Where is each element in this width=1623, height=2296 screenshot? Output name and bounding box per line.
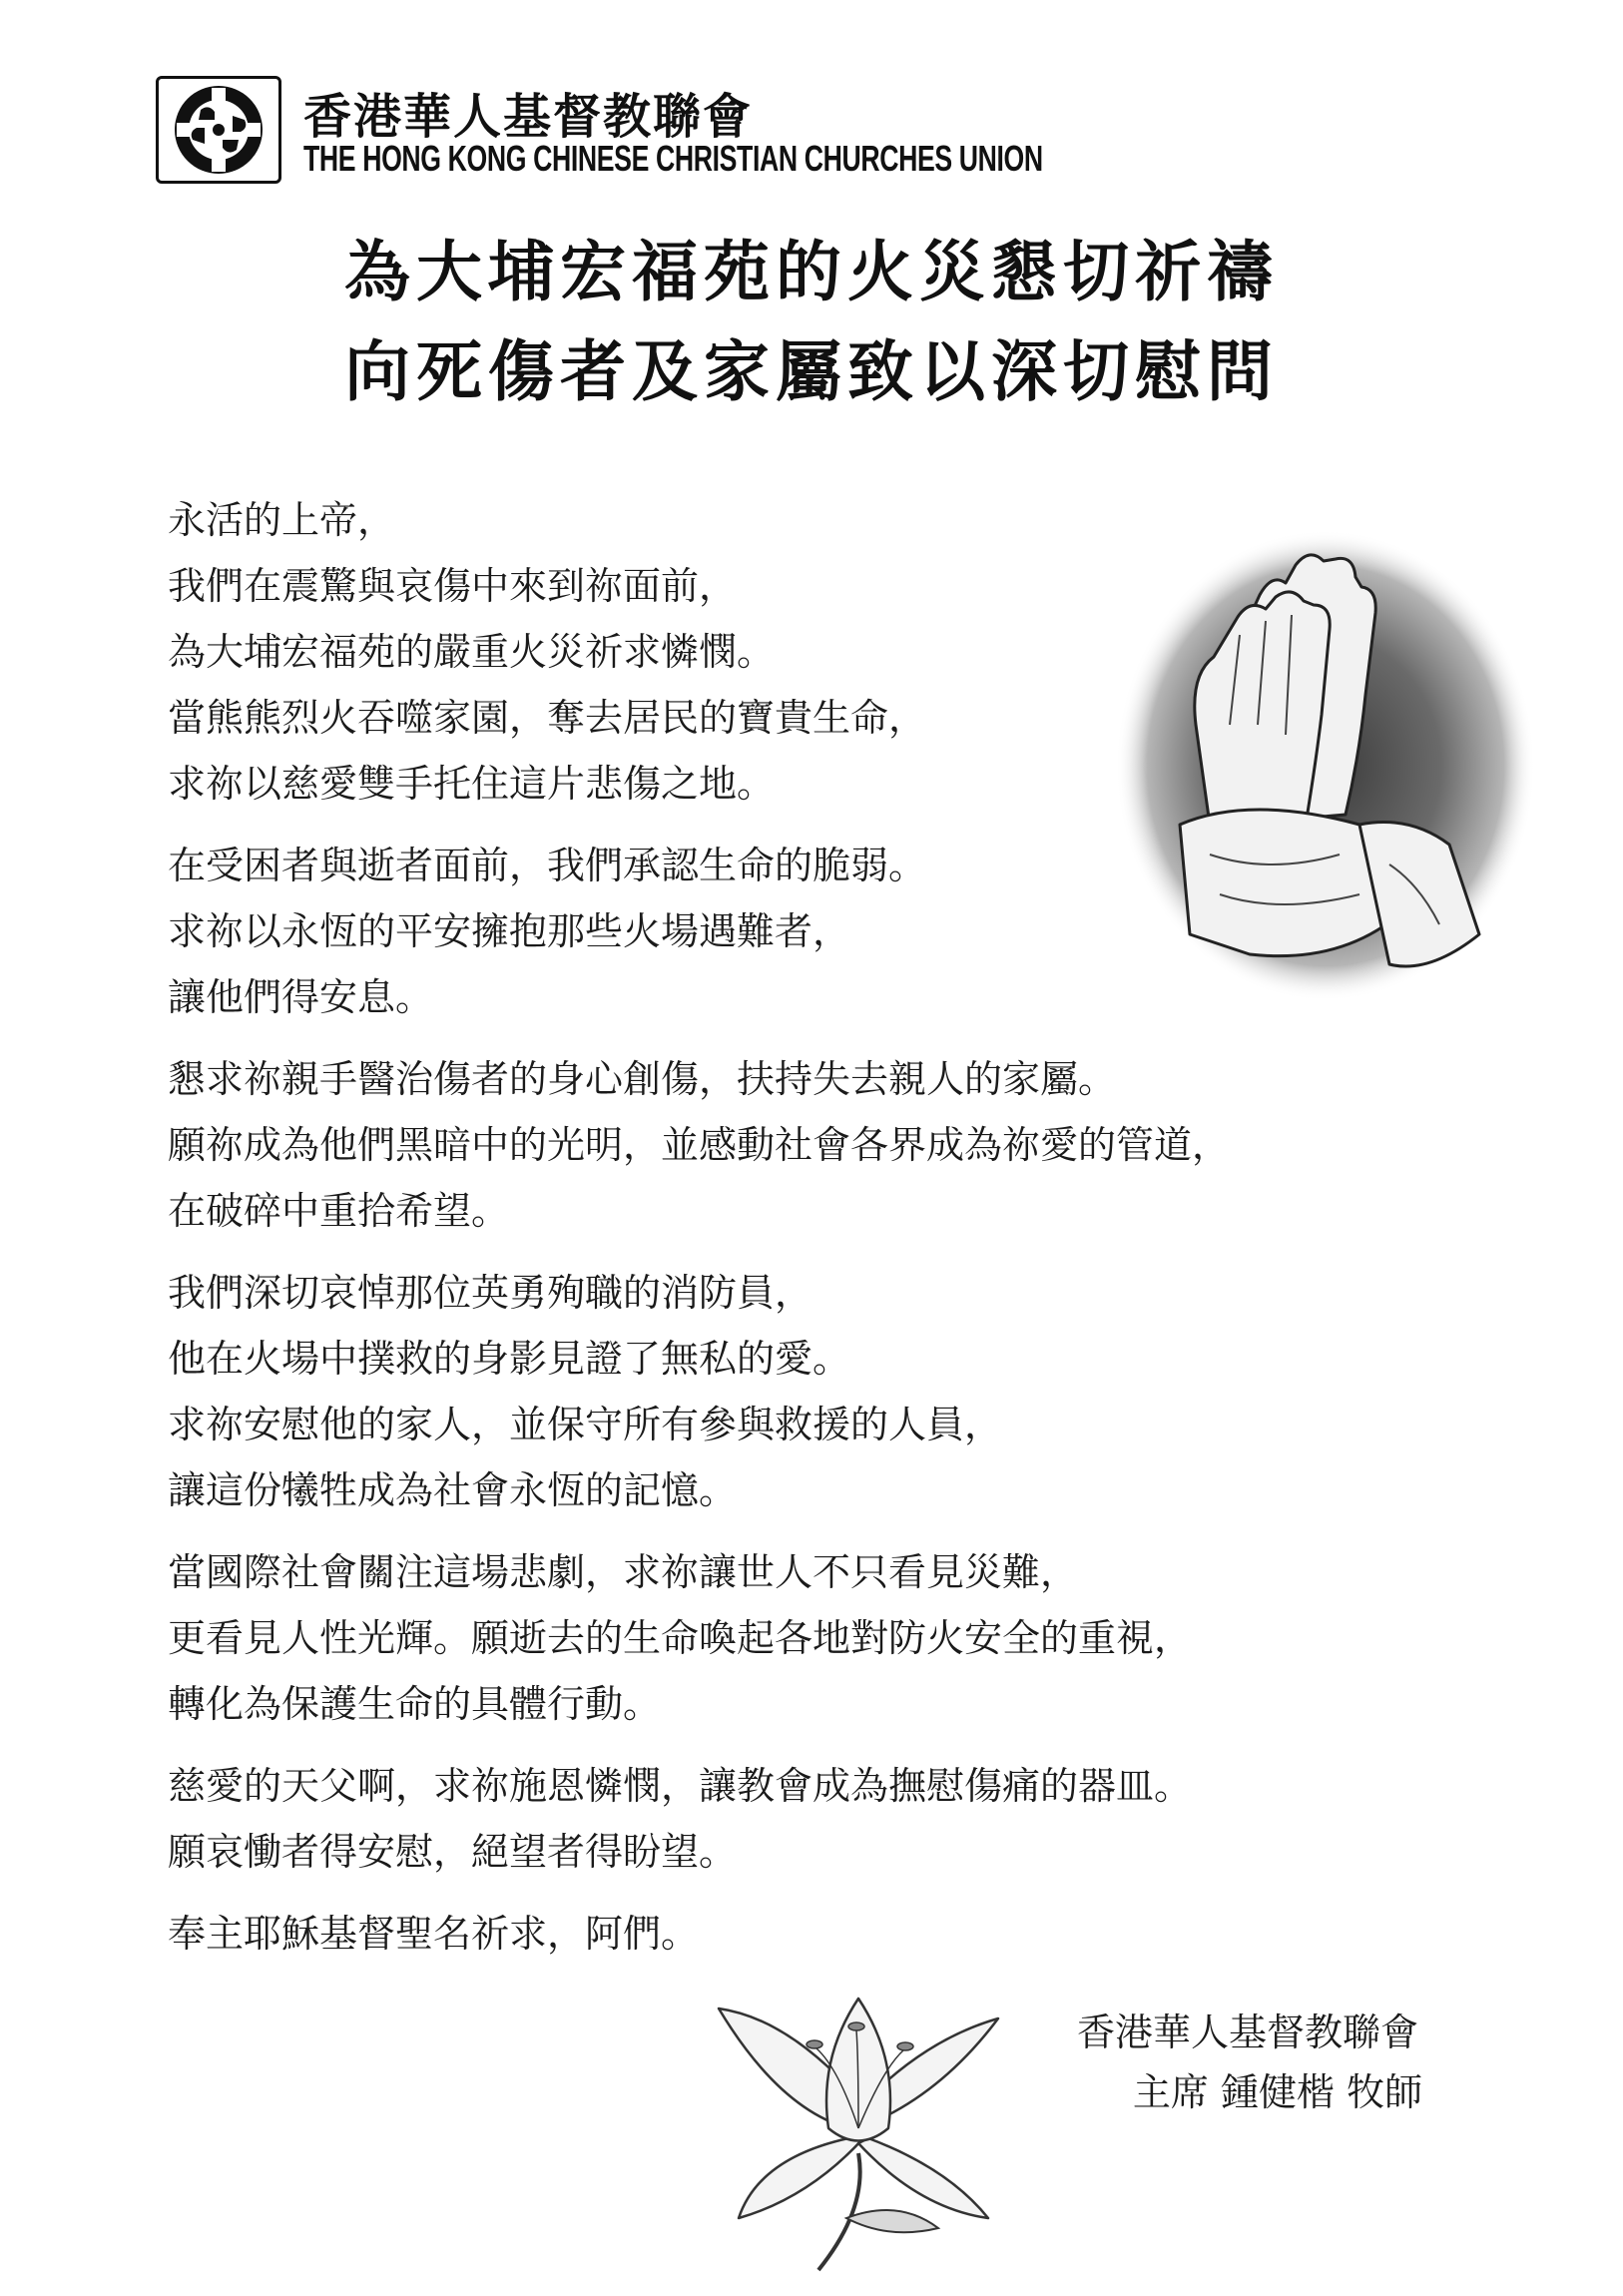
prayer-line: 當熊熊烈火吞噬家園，奪去居民的寶貴生命，: [168, 696, 927, 740]
prayer-line: 讓他們得安息。: [168, 975, 434, 1019]
prayer-line: 願祢成為他們黑暗中的光明，並感動社會各界成為祢愛的管道，: [168, 1123, 1231, 1167]
prayer-line: 懇求祢親手醫治傷者的身心創傷，扶持失去親人的家屬。: [168, 1057, 1117, 1101]
prayer-line: 求祢以永恆的平安擁抱那些火場遇難者，: [168, 909, 851, 953]
prayer-stanza: [168, 1901, 1465, 1967]
page-title: [0, 222, 1623, 421]
hands-circle-logo-icon: [165, 82, 272, 178]
prayer-line: 我們在震驚與哀傷中來到祢面前，: [168, 564, 738, 608]
prayer-stanza: [168, 1753, 1465, 1885]
signature-organization: 香港華人基督教聯會: [1076, 2010, 1418, 2054]
signature-person: 主席 鍾健楷 牧師: [1132, 2070, 1423, 2114]
prayer-text: [168, 487, 1465, 1983]
prayer-line: 轉化為保護生命的具體行動。: [168, 1682, 662, 1726]
organization-name-english: THE HONG KONG CHINESE CHRISTIAN CHURCHES UNION: [303, 138, 1043, 179]
prayer-line: 奉主耶穌基督聖名祈求，阿們。: [168, 1912, 700, 1956]
signature-block: [1038, 2003, 1457, 2122]
prayer-line: 更看見人性光輝。願逝去的生命喚起各地對防火安全的重視，: [168, 1616, 1193, 1660]
prayer-stanza: [168, 833, 1465, 1030]
title-line: 向死傷者及家屬致以深切慰問: [344, 332, 1279, 410]
prayer-line: 在破碎中重拾希望。: [168, 1189, 510, 1233]
prayer-line: 他在火場中撲救的身影見證了無私的愛。: [168, 1337, 851, 1381]
prayer-line: 在受困者與逝者面前，我們承認生命的脆弱。: [168, 844, 927, 887]
prayer-stanza: [168, 487, 1465, 817]
prayer-line: 願哀慟者得安慰，絕望者得盼望。: [168, 1830, 738, 1874]
organization-name-chinese: 香港華人基督教聯會: [303, 89, 754, 145]
organization-logo: [156, 76, 281, 184]
prayer-line: 為大埔宏福苑的嚴重火災祈求憐憫。: [168, 630, 776, 674]
lily-flower-icon: [699, 1979, 1018, 2278]
prayer-line: 永活的上帝，: [168, 498, 396, 542]
prayer-line: 當國際社會關注這場悲劇，求祢讓世人不只看見災難，: [168, 1550, 1079, 1594]
title-line: 為大埔宏福苑的火災懇切祈禱: [344, 233, 1279, 310]
prayer-stanza: [168, 1539, 1465, 1737]
prayer-line: 我們深切哀悼那位英勇殉職的消防員，: [168, 1271, 813, 1315]
prayer-stanza: [168, 1260, 1465, 1523]
prayer-line: 求祢以慈愛雙手托住這片悲傷之地。: [168, 762, 776, 806]
prayer-line: 慈愛的天父啊，求祢施恩憐憫，讓教會成為撫慰傷痛的器皿。: [168, 1764, 1193, 1808]
prayer-line: 求祢安慰他的家人，並保守所有參與救援的人員，: [168, 1403, 1003, 1446]
prayer-stanza: [168, 1046, 1465, 1244]
prayer-line: 讓這份犧牲成為社會永恆的記憶。: [168, 1468, 738, 1512]
